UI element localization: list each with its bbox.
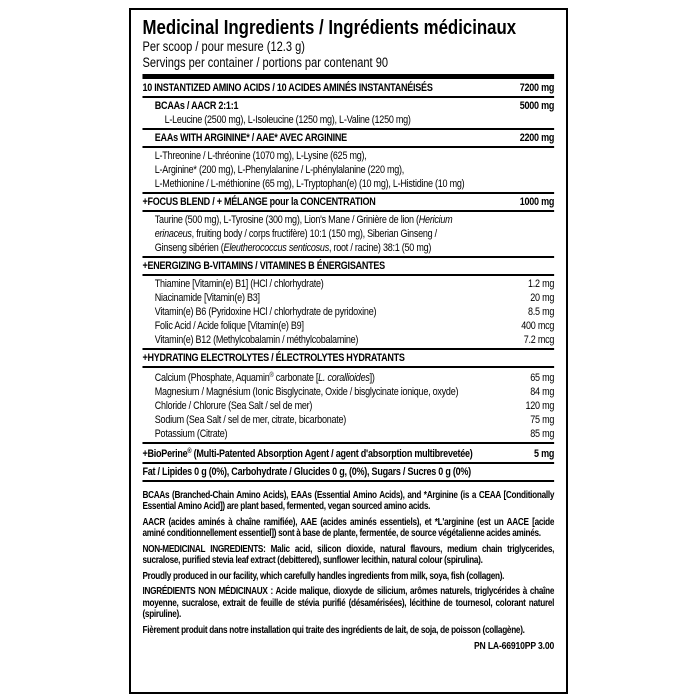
- table-row: [142, 351, 554, 365]
- row-value: 7.2 mcg: [523, 333, 555, 346]
- ingredients-table: [142, 74, 554, 482]
- row-label: +ENERGIZING B-VITAMINS / VITAMINES B ÉNERGISANTES: [142, 259, 385, 272]
- footnotes-section: [142, 490, 554, 637]
- row-label-part: ®: [187, 447, 192, 455]
- table-row: [142, 369, 554, 385]
- row-label-part: L. corallioides: [318, 371, 370, 384]
- separator: [142, 192, 554, 194]
- table-row: [142, 427, 554, 441]
- separator: [142, 256, 554, 258]
- row-value: 8.5 mg: [528, 305, 555, 318]
- row-label: L-Threonine / L-thréonine (1070 mg), L-Lysine (625 mg),: [154, 149, 367, 162]
- separator: [142, 480, 554, 482]
- row-value: 85 mg: [530, 427, 555, 440]
- row-label: L-Arginine* (200 mg), L-Phenylalanine / L-phénylalanine (220 mg),: [154, 163, 405, 176]
- table-row: [142, 81, 554, 95]
- table-row: [142, 259, 554, 273]
- row-label: [142, 241, 554, 255]
- row-label-part: carbonate [: [273, 371, 319, 384]
- row-label: +HYDRATING ELECTROLYTES / ÉLECTROLYTES HYDRATANTS: [142, 351, 405, 364]
- row-label: Fat / Lipides 0 g (0%), Carbohydrate / Glucides 0 g, (0%), Sugars / Sucres 0 g (0%): [142, 465, 471, 478]
- row-label-part: Calcium (Phosphate, Aquamin: [154, 371, 270, 384]
- table-row: [142, 131, 554, 145]
- table-row: [142, 319, 554, 333]
- row-value: 7200 mg: [519, 81, 555, 94]
- table-row: [142, 465, 554, 479]
- label-title: Medicinal Ingredients / Ingrédients médicinaux: [142, 16, 517, 39]
- table-row: [142, 195, 554, 209]
- separator: [142, 366, 554, 368]
- row-value: 84 mg: [530, 385, 555, 398]
- separator-thick: [142, 74, 554, 79]
- row-label-part: Eleutherococcus senticosus: [223, 241, 329, 254]
- table-row: [142, 333, 554, 347]
- footnote-paragraph: NON-MEDICINAL INGREDIENTS: Malic acid, silicon dioxide, natural flavours, medium chain triglycerides, sucralose, purified stevia leaf extract (debittered), sunflower lecithin, natural colour (spirulina).: [142, 543, 555, 566]
- medicinal-ingredients-label: [129, 8, 568, 694]
- row-label: BCAAs / AACR 2:1:1: [154, 99, 239, 112]
- row-label-part: +BioPerine: [142, 447, 188, 460]
- table-row: [142, 385, 554, 399]
- table-row: [142, 241, 554, 255]
- row-label: Vitamin(e) B6 (Pyridoxine HCl / chlorhydrate de pyridoxine): [154, 305, 377, 318]
- row-label: Chloride / Chlorure (Sea Salt / sel de mer): [154, 399, 313, 412]
- footnote-paragraph: INGRÉDIENTS NON MÉDICINAUX : Acide malique, dioxyde de silicium, arômes naturels, triglycérides à chaîne moyenne, sucralose, extrait de feuille de stévia purifié (désamérisées), lécithine de tournesol, colorant naturel (spiruline).: [142, 586, 555, 620]
- row-value: 65 mg: [530, 371, 555, 384]
- row-label: L-Methionine / L-méthionine (65 mg), L-Tryptophan(e) (10 mg), L-Histidine (10 mg): [154, 177, 465, 190]
- separator: [142, 146, 554, 148]
- row-value: 2200 mg: [519, 131, 555, 144]
- separator: [142, 128, 554, 130]
- row-label: Niacinamide [Vitamin(e) B3]: [154, 291, 260, 304]
- row-label: +FOCUS BLEND / + MÉLANGE pour la CONCENTRATION: [142, 195, 376, 208]
- row-label-part: ®: [269, 371, 274, 379]
- footnote-paragraph: AACR (acides aminés à chaîne ramifiée), AAE (acides aminés essentiels), et *L'arginine (est un AACE [acide aminé conditionnellement essentiel]) sont à base de plante, fermentée, de source végétalienne acides aminés.: [142, 516, 555, 539]
- table-row: [142, 291, 554, 305]
- row-label-part: (Multi-Patented Absorption Agent / agent d'absorption multibrevetée): [191, 447, 473, 460]
- row-label-part: Hericium: [418, 213, 453, 226]
- product-code: PN LA-66910PP 3.00: [473, 640, 555, 652]
- table-row: [142, 445, 554, 461]
- row-label: [142, 369, 523, 385]
- separator: [142, 462, 554, 464]
- row-label-part: Taurine (500 mg), L-Tyrosine (300 mg), Lion's Mane / Grinière de lion (: [154, 213, 419, 226]
- separator: [142, 96, 554, 98]
- row-value: 20 mg: [530, 291, 555, 304]
- row-label: Potassium (Citrate): [154, 427, 228, 440]
- separator: [142, 210, 554, 212]
- table-row: [142, 399, 554, 413]
- table-row: [142, 163, 554, 177]
- row-value: 1000 mg: [519, 195, 555, 208]
- row-value: 5000 mg: [519, 99, 555, 112]
- row-label: EAAs WITH ARGININE* / AAE* AVEC ARGININE: [154, 131, 347, 144]
- row-value: 400 mcg: [521, 319, 555, 332]
- row-label: 10 INSTANTIZED AMINO ACIDS / 10 ACIDES AMINÉS INSTANTANÉISÉS: [142, 81, 433, 94]
- row-label: Magnesium / Magnésium (Ionic Bisglycinate, Oxide / bisglycinate ionique, oxyde): [154, 385, 459, 398]
- row-label: Folic Acid / Acide folique [Vitamin(e) B9]: [154, 319, 304, 332]
- row-label: Thiamine [Vitamin(e) B1] (HCl / chlorhydrate): [154, 277, 324, 290]
- row-label: [142, 213, 554, 227]
- label-content: [131, 10, 566, 652]
- table-row: [142, 99, 554, 113]
- row-label: Sodium (Sea Salt / sel de mer, citrate, bicarbonate): [154, 413, 347, 426]
- per-scoop-line: Per scoop / pour mesure (12.3 g): [142, 39, 305, 54]
- row-value: 1.2 mg: [528, 277, 555, 290]
- servings-line: Servings per container / portions par contenant 90: [142, 55, 389, 70]
- row-value: 5 mg: [534, 447, 555, 460]
- table-row: [142, 149, 554, 163]
- row-label-part: , fruiting body / corps fructifère) 10:1 (150 mg), Siberian Ginseng /: [191, 227, 437, 240]
- table-row: [142, 213, 554, 227]
- row-label-part: erinaceus: [154, 227, 192, 240]
- row-label: L-Leucine (2500 mg), L-Isoleucine (1250 mg), L-Valine (1250 mg): [164, 113, 411, 126]
- separator: [142, 442, 554, 444]
- footnote-paragraph: Fièrement produit dans notre installation qui traite des ingrédients de lait, de soja, de poisson (collagène).: [142, 624, 525, 636]
- row-value: 120 mg: [525, 399, 555, 412]
- table-row: [142, 113, 554, 127]
- row-label: Vitamin(e) B12 (Methylcobalamin / méthylcobalamine): [154, 333, 359, 346]
- table-row: [142, 277, 554, 291]
- row-label-part: , root / racine) 38:1 (50 mg): [328, 241, 432, 254]
- row-label-part: ]): [369, 371, 375, 384]
- row-label: [142, 445, 527, 461]
- separator: [142, 274, 554, 276]
- row-value: 75 mg: [530, 413, 555, 426]
- row-label: [142, 227, 554, 241]
- separator: [142, 348, 554, 350]
- table-row: [142, 305, 554, 319]
- table-row: [142, 413, 554, 427]
- table-row: [142, 177, 554, 191]
- row-label-part: Ginseng sibérien (: [154, 241, 224, 254]
- table-row: [142, 227, 554, 241]
- footnote-paragraph: Proudly produced in our facility, which carefully handles ingredients from milk, soya, fish (collagen).: [142, 570, 505, 582]
- footnote-paragraph: BCAAs (Branched-Chain Amino Acids), EAAs (Essential Amino Acids), and *Arginine (is a CEAA [Conditionally Essential Amino Acid]) are plant based, fermented, vegan sourced amino acids.: [142, 489, 555, 512]
